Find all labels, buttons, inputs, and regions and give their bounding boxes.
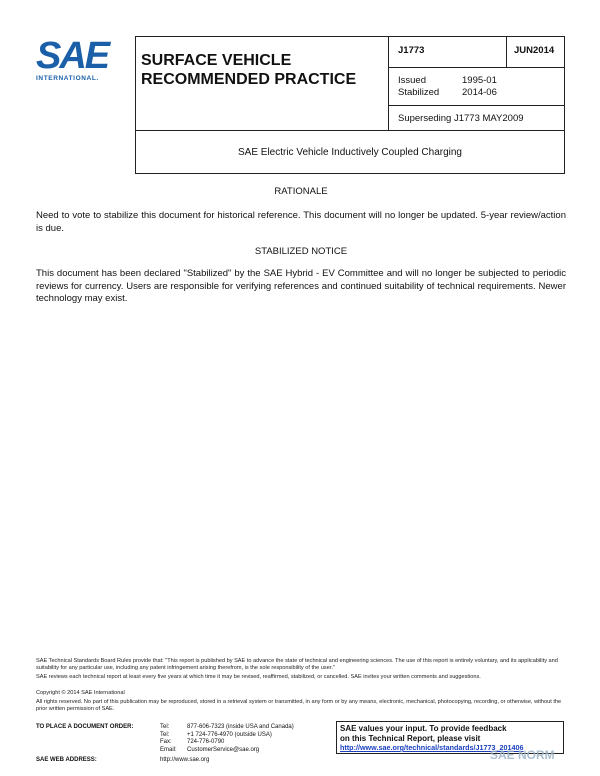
feedback-link[interactable]: http://www.sae.org/technical/standards/J1773_201406 xyxy=(340,743,524,752)
document-title: SAE Electric Vehicle Inductively Coupled Charging xyxy=(237,147,462,158)
document-code: J1773 xyxy=(398,45,425,56)
document-date: JUN2014 xyxy=(514,45,555,56)
rights-text: All rights reserved. No part of this publication may be reproduced, stored in a retrieval system or transmitted, in any form or by any means, electronic, mechanical, photocopying, recording, or otherwise, without the prior written permission of SAE. xyxy=(36,699,562,712)
order-contacts xyxy=(160,724,294,754)
logo-subtitle: INTERNATIONAL. xyxy=(36,75,99,82)
order-row: Tel: +1 724-776-4970 (outside USA) xyxy=(160,731,272,738)
document-type-title xyxy=(141,51,356,89)
issued-label: Issued xyxy=(398,75,426,86)
stabilized-label: Stabilized xyxy=(398,87,440,98)
web-label: SAE WEB ADDRESS: xyxy=(36,757,97,763)
sae-logo xyxy=(36,35,116,82)
order-label: TO PLACE A DOCUMENT ORDER: xyxy=(36,724,134,730)
stabilized-heading: STABILIZED NOTICE xyxy=(254,246,348,257)
rationale-heading: RATIONALE xyxy=(274,186,328,197)
order-row: Email: CustomerService@sae.org xyxy=(160,746,260,753)
policy-text: SAE Technical Standards Board Rules provide that: "This report is published by SAE to advance the state of technical and engineering sciences. The use of this report is entirely voluntary, and its applicability and suitability for any particular use, including any patent infringement arising therefrom, is the sole responsibility of the user." xyxy=(36,658,558,671)
document-header-box xyxy=(135,36,565,174)
superseding-note: Superseding J1773 MAY2009 xyxy=(398,113,524,124)
title-line-2: RECOMMENDED PRACTICE xyxy=(141,71,357,88)
feedback-line-2: on this Technical Report, please visit xyxy=(340,733,481,743)
web-address[interactable]: http://www.sae.org xyxy=(160,757,210,763)
title-line-1: SURFACE VEHICLE xyxy=(141,52,292,69)
review-text: SAE reviews each technical report at least every five years at which time it may be revised, reaffirmed, stabilized, or cancelled. SAE invites your written comments and suggestions. xyxy=(36,674,481,680)
stabilized-value: 2014-06 xyxy=(462,87,497,98)
watermark: SAE NORM xyxy=(490,748,555,762)
issued-value: 1995-01 xyxy=(462,75,497,86)
logo-mark: SAE xyxy=(36,35,109,77)
order-row: Fax: 724-776-0790 xyxy=(160,739,225,746)
order-row: Tel: 877-606-7323 (inside USA and Canada) xyxy=(160,724,294,730)
feedback-line-1: SAE values your input. To provide feedback xyxy=(340,724,507,733)
copyright-text: Copyright © 2014 SAE International xyxy=(36,690,125,696)
stabilized-text: This document has been declared "Stabilized" by the SAE Hybrid - EV Committee and will no longer be subjected to periodic reviews for currency. Users are responsible for verifying references and continued suitability of technical requirements. Newer technology may exist. xyxy=(36,268,566,304)
rationale-text: Need to vote to stabilize this document for historical reference. This document will no longer be updated. 5-year review/action is due. xyxy=(36,210,566,234)
